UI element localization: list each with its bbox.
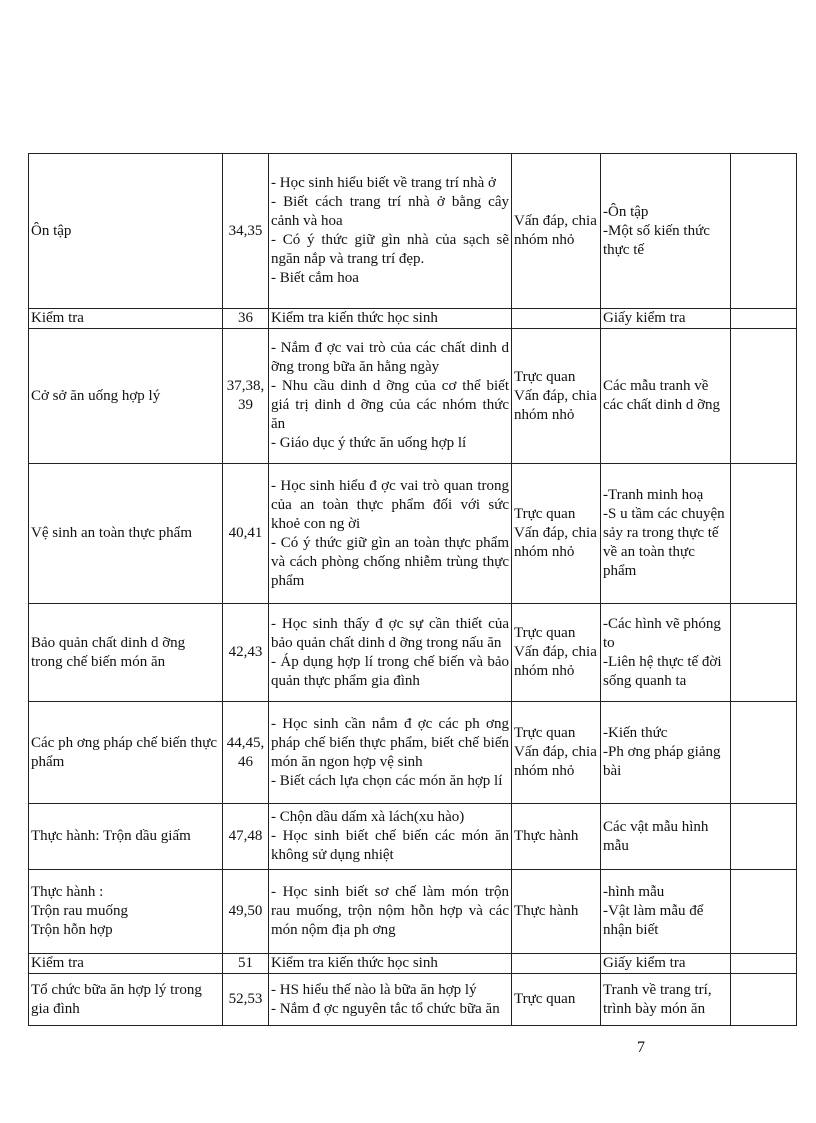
topic-line: Kiểm tra bbox=[31, 955, 84, 971]
periods-line: 52,53 bbox=[228, 991, 263, 1007]
content-cell bbox=[269, 604, 512, 702]
aids-line: -Tranh minh hoạ bbox=[603, 487, 704, 503]
aids-line: Giấy kiểm tra bbox=[603, 310, 686, 326]
method-cell bbox=[512, 604, 601, 702]
table-row bbox=[29, 309, 797, 329]
method-cell bbox=[512, 954, 601, 974]
periods-cell bbox=[223, 154, 269, 309]
periods-cell bbox=[223, 870, 269, 954]
aids-cell bbox=[601, 329, 731, 464]
notes-cell bbox=[731, 954, 797, 974]
topic-cell bbox=[29, 154, 223, 309]
topic-line: Các ph ơng pháp chế biến thực phẩm bbox=[31, 734, 218, 770]
topic-line: Thực hành : bbox=[31, 884, 104, 900]
content-cell bbox=[269, 954, 512, 974]
content-line: - Giáo dục ý thức ăn uống hợp lí bbox=[271, 435, 467, 451]
content-cell bbox=[269, 154, 512, 309]
content-line: - Chộn dầu dấm xà lách(xu hào) bbox=[271, 809, 465, 825]
aids-cell bbox=[601, 154, 731, 309]
aids-cell bbox=[601, 604, 731, 702]
aids-cell bbox=[601, 974, 731, 1026]
method-cell bbox=[512, 974, 601, 1026]
topic-cell bbox=[29, 329, 223, 464]
topic-line: Vệ sinh an toàn thực phẩm bbox=[31, 525, 193, 541]
content-cell bbox=[269, 309, 512, 329]
content-line: Kiểm tra kiến thức học sinh bbox=[271, 955, 438, 971]
table-row bbox=[29, 604, 797, 702]
method-line: Thực hành bbox=[514, 828, 579, 844]
content-line: - Học sinh hiểu biết về trang trí nhà ở bbox=[271, 175, 496, 191]
method-line: Vấn đáp, chia nhóm nhỏ bbox=[514, 744, 597, 779]
topic-line: Thực hành: Trộn dầu giấm bbox=[31, 828, 191, 844]
notes-cell bbox=[731, 464, 797, 604]
periods-line: 40,41 bbox=[228, 525, 263, 541]
lesson-plan-table bbox=[28, 153, 797, 1026]
periods-cell bbox=[223, 464, 269, 604]
method-cell bbox=[512, 464, 601, 604]
method-cell bbox=[512, 804, 601, 870]
topic-line: Tổ chức bữa ăn hợp lý trong gia đình bbox=[31, 981, 202, 1017]
notes-cell bbox=[731, 974, 797, 1026]
content-line: - Học sinh biết sơ chế làm món trộn rau muống, trộn nộm hỗn hợp và các món nộm địa ph ơng bbox=[271, 884, 509, 938]
aids-line: -hình mẫu bbox=[603, 884, 665, 900]
table-row bbox=[29, 974, 797, 1026]
periods-line: 47,48 bbox=[228, 828, 263, 844]
content-line: Kiểm tra kiến thức học sinh bbox=[271, 310, 438, 326]
content-cell bbox=[269, 464, 512, 604]
content-cell bbox=[269, 870, 512, 954]
method-cell bbox=[512, 309, 601, 329]
periods-cell bbox=[223, 604, 269, 702]
notes-cell bbox=[731, 702, 797, 804]
aids-line: -Ôn tập bbox=[603, 203, 649, 220]
aids-line: Giấy kiểm tra bbox=[603, 955, 686, 971]
notes-cell bbox=[731, 804, 797, 870]
periods-line: 49,50 bbox=[228, 903, 263, 919]
aids-line: -Ph ơng pháp giảng bài bbox=[603, 744, 721, 779]
content-cell bbox=[269, 974, 512, 1026]
content-line: - Có ý thức giữ gìn an toàn thực phẩm và cách phòng chống nhiễm trùng thực phẩm bbox=[271, 534, 509, 589]
method-line: Vấn đáp, chia nhóm nhỏ bbox=[514, 213, 597, 248]
aids-cell bbox=[601, 309, 731, 329]
table-row bbox=[29, 870, 797, 954]
topic-cell bbox=[29, 309, 223, 329]
notes-cell bbox=[731, 329, 797, 464]
table-row bbox=[29, 702, 797, 804]
content-line: - Nắm đ ợc vai trò của các chất dinh d ỡng trong bữa ăn hằng ngày bbox=[271, 340, 509, 375]
content-cell bbox=[269, 329, 512, 464]
topic-cell bbox=[29, 702, 223, 804]
aids-cell bbox=[601, 804, 731, 870]
content-cell bbox=[269, 702, 512, 804]
content-line: - Áp dụng hợp lí trong chế biến và bảo quản thực phẩm gia đình bbox=[271, 653, 509, 689]
periods-line: 39 bbox=[238, 397, 253, 413]
method-line: Thực hành bbox=[514, 903, 579, 919]
topic-line: Trộn rau muống bbox=[31, 903, 128, 919]
page-number: 7 bbox=[637, 1039, 645, 1056]
aids-line: Tranh về trang trí, trình bày món ăn bbox=[603, 981, 712, 1017]
topic-cell bbox=[29, 804, 223, 870]
notes-cell bbox=[731, 604, 797, 702]
periods-line: 36 bbox=[238, 310, 253, 326]
periods-cell bbox=[223, 974, 269, 1026]
table-row bbox=[29, 329, 797, 464]
table-row bbox=[29, 954, 797, 974]
topic-line: Trộn hỗn hợp bbox=[31, 922, 113, 938]
periods-line: 42,43 bbox=[228, 644, 263, 660]
topic-line: Ôn tập bbox=[31, 222, 72, 239]
content-line: - Có ý thức giữ gìn nhà của sạch sẽ ngăn nắp và trang trí đẹp. bbox=[271, 232, 509, 267]
method-cell bbox=[512, 702, 601, 804]
content-line: - Biết cắm hoa bbox=[271, 270, 359, 286]
method-line: Vấn đáp, chia nhóm nhỏ bbox=[514, 387, 597, 423]
content-cell bbox=[269, 804, 512, 870]
periods-line: 37,38, bbox=[226, 378, 265, 394]
periods-cell bbox=[223, 804, 269, 870]
aids-cell bbox=[601, 464, 731, 604]
notes-cell bbox=[731, 870, 797, 954]
content-line: - Nhu cầu dinh d ỡng của cơ thể biết giá trị dinh d ỡng của các nhóm thức ăn bbox=[271, 378, 509, 432]
content-line: - HS hiểu thế nào là bữa ăn hợp lý bbox=[271, 981, 477, 998]
aids-line: -Một số kiến thức thực tế bbox=[603, 222, 710, 258]
topic-cell bbox=[29, 464, 223, 604]
content-line: - Học sinh hiểu đ ợc vai trò quan trong của an toàn thực phẩm đối với sức khoẻ con ng ời bbox=[271, 477, 509, 532]
topic-cell bbox=[29, 954, 223, 974]
aids-line: Các mẫu tranh về các chất dinh d ỡng bbox=[603, 378, 721, 413]
content-line: - Học sinh cần nắm đ ợc các ph ơng pháp chế biến thực phẩm, biết chế biến món ăn ngon hợp vệ sinh bbox=[271, 715, 509, 770]
method-cell bbox=[512, 329, 601, 464]
topic-cell bbox=[29, 870, 223, 954]
method-line: Trực quan bbox=[514, 625, 576, 641]
method-line: Vấn đáp, chia nhóm nhỏ bbox=[514, 525, 597, 560]
lesson-plan-body bbox=[29, 154, 797, 1026]
method-line: Trực quan bbox=[514, 506, 576, 522]
periods-cell bbox=[223, 309, 269, 329]
content-line: - Biết cách trang trí nhà ở bằng cây cảnh và hoa bbox=[271, 194, 509, 229]
topic-line: Bảo quản chất dinh d ỡng trong chế biến món ăn bbox=[31, 634, 186, 670]
content-line: - Nắm đ ợc nguyên tắc tổ chức bữa ăn bbox=[271, 1000, 500, 1017]
method-cell bbox=[512, 870, 601, 954]
method-line: Vấn đáp, chia nhóm nhỏ bbox=[514, 644, 597, 679]
aids-cell bbox=[601, 954, 731, 974]
topic-line: Kiểm tra bbox=[31, 310, 84, 326]
periods-line: 34,35 bbox=[228, 222, 263, 239]
periods-cell bbox=[223, 702, 269, 804]
notes-cell bbox=[731, 154, 797, 309]
periods-line: 46 bbox=[238, 753, 253, 770]
aids-line: -Các hình vẽ phóng to bbox=[603, 615, 721, 651]
topic-line: Cở sở ăn uống hợp lý bbox=[31, 387, 161, 404]
aids-line: -Liên hệ thực tế đời sống quanh ta bbox=[603, 653, 722, 689]
aids-line: -Kiến thức bbox=[603, 725, 668, 741]
topic-cell bbox=[29, 604, 223, 702]
content-line: - Học sinh thấy đ ợc sự cần thiết của bảo quản chất dinh d ỡng trong nấu ăn bbox=[271, 615, 509, 651]
method-line: Trực quan bbox=[514, 368, 576, 385]
method-line: Trực quan bbox=[514, 991, 576, 1007]
method-cell bbox=[512, 154, 601, 309]
table-row bbox=[29, 154, 797, 309]
table-row bbox=[29, 804, 797, 870]
table-row bbox=[29, 464, 797, 604]
periods-line: 44,45, bbox=[226, 734, 265, 751]
periods-cell bbox=[223, 954, 269, 974]
aids-line: -S u tầm các chuyện sảy ra trong thực tế về an toàn thực phẩm bbox=[603, 506, 725, 579]
aids-cell bbox=[601, 870, 731, 954]
periods-cell bbox=[223, 329, 269, 464]
aids-line: Các vật mẫu hình mẫu bbox=[603, 818, 709, 854]
aids-line: -Vật làm mẫu để nhận biết bbox=[603, 903, 704, 938]
method-line: Trực quan bbox=[514, 725, 576, 741]
aids-cell bbox=[601, 702, 731, 804]
topic-cell bbox=[29, 974, 223, 1026]
content-line: - Biết cách lựa chọn các món ăn hợp lí bbox=[271, 772, 503, 789]
periods-line: 51 bbox=[238, 955, 253, 971]
notes-cell bbox=[731, 309, 797, 329]
content-line: - Học sinh biết chế biến các món ăn không sử dụng nhiệt bbox=[271, 828, 509, 863]
